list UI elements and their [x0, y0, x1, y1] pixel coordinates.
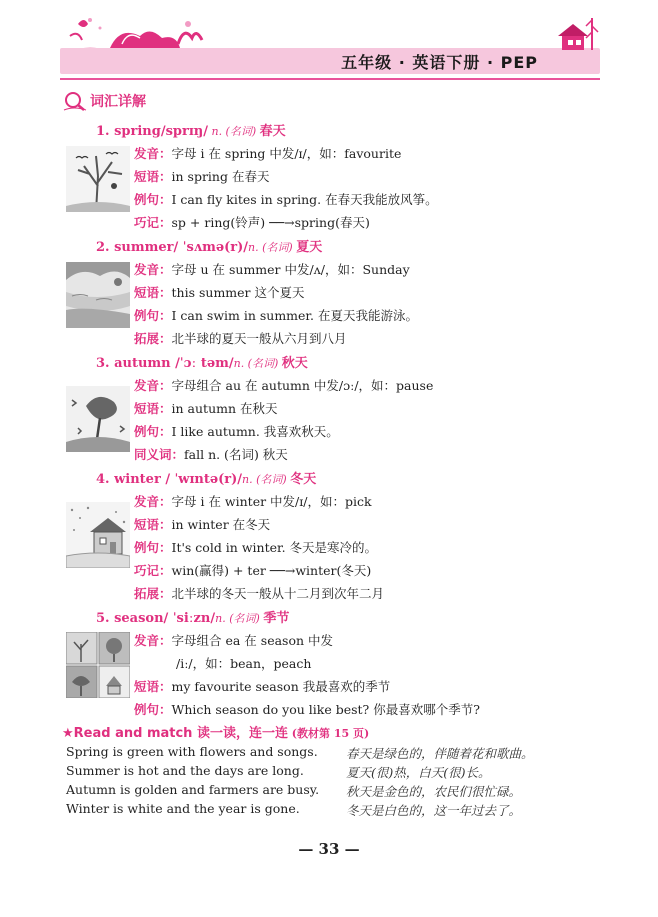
entry-meaning: 夏天 — [296, 240, 323, 255]
row-text: sp + ring(铃声) ──→spring(春天) — [171, 215, 370, 230]
row-text: I can swim in summer. 在夏天我能游泳。 — [171, 308, 418, 323]
entry-head-spring — [96, 120, 286, 139]
entry-meaning: 秋天 — [281, 356, 308, 371]
row-text: I like autumn. 我喜欢秋天。 — [171, 424, 339, 439]
entry-row — [134, 538, 377, 556]
entry-row — [134, 144, 401, 162]
entry-meaning: 冬天 — [290, 472, 317, 487]
summer-river-image — [66, 262, 130, 328]
entry-row — [134, 700, 480, 718]
spring-tree-birds-image — [66, 146, 130, 212]
entry-meaning: 春天 — [259, 124, 286, 139]
row-label: 发音： — [134, 494, 172, 509]
entry-row — [134, 445, 288, 463]
entry-row — [134, 399, 278, 417]
english-sentence: Autumn is golden and farmers are busy. — [66, 782, 320, 797]
row-text: 字母 i 在 winter 中发/ɪ/，如：pick — [171, 494, 372, 509]
row-label: 例句： — [134, 702, 172, 717]
entry-row — [134, 677, 390, 695]
row-label: 例句： — [134, 540, 172, 555]
english-sentence: Spring is green with flowers and songs. — [66, 744, 318, 759]
row-text: 字母组合 ea 在 season 中发 — [171, 633, 334, 648]
entry-row — [176, 654, 311, 672]
row-label: 巧记： — [134, 563, 172, 578]
entry-head-summer — [96, 236, 322, 255]
row-label: 发音： — [134, 378, 172, 393]
row-label: 短语： — [134, 401, 172, 416]
entry-row — [134, 492, 372, 510]
row-label: 短语： — [134, 517, 172, 532]
entry-row — [134, 515, 270, 533]
row-text: 北半球的冬天一般从十二月到次年二月 — [171, 586, 385, 601]
row-text: win(赢得) + ter ──→winter(冬天) — [171, 563, 372, 578]
row-label: 发音： — [134, 633, 172, 648]
read-match-heading: ★Read and match 读一读，连一连 — [62, 726, 288, 741]
entry-word: 4. winter / ˈwɪntə(r)/ — [96, 472, 243, 487]
entry-head-autumn — [96, 352, 308, 371]
entry-row — [134, 584, 384, 602]
section-title: 词汇详解 — [90, 94, 146, 110]
row-text: /iː/，如：bean，peach — [176, 656, 312, 671]
entry-row — [134, 167, 269, 185]
autumn-leaves-image — [66, 386, 130, 452]
entry-row — [134, 190, 438, 208]
row-label: 短语： — [134, 285, 172, 300]
english-sentence: Winter is white and the year is gone. — [66, 801, 300, 816]
row-text: Which season do you like best? 你最喜欢哪个季节? — [171, 702, 480, 717]
entry-pos: n. (名词) — [215, 612, 264, 625]
entry-row — [134, 260, 410, 278]
row-text: my favourite season 我最喜欢的季节 — [171, 679, 391, 694]
row-text: fall n. (名词) 秋天 — [184, 447, 288, 462]
row-label: 同义词： — [134, 447, 185, 462]
row-label: 巧记： — [134, 215, 172, 230]
row-label: 例句： — [134, 192, 172, 207]
four-seasons-image — [66, 632, 130, 698]
page-number: — 33 — — [298, 840, 360, 858]
row-text: in winter 在冬天 — [171, 517, 271, 532]
row-label: 拓展： — [134, 331, 172, 346]
row-label: 拓展： — [134, 586, 172, 601]
row-text: I can fly kites in spring. 在春天我能放风筝。 — [171, 192, 438, 207]
row-text: 字母组合 au 在 autumn 中发/ɔː/，如：pause — [171, 378, 434, 393]
header-rule — [60, 78, 600, 80]
row-text: 北半球的夏天一般从六月到八月 — [171, 331, 347, 346]
read-match-title — [62, 722, 369, 741]
row-text: in spring 在春天 — [171, 169, 270, 184]
entry-pos: n. (名词) — [248, 241, 297, 254]
entry-pos: n. (名词) — [242, 473, 291, 486]
entry-head-season — [96, 607, 289, 626]
header-decoration-right — [540, 14, 600, 76]
entry-word: 3. autumn /ˈɔː təm/ — [96, 356, 234, 371]
row-label: 例句： — [134, 424, 172, 439]
entry-word: 1. spring/sprɪŋ/ — [96, 124, 208, 139]
entry-row — [134, 422, 339, 440]
entry-row — [134, 213, 370, 231]
row-text: this summer 这个夏天 — [171, 285, 305, 300]
row-label: 例句： — [134, 308, 172, 323]
english-sentence: Summer is hot and the days are long. — [66, 763, 304, 778]
row-text: in autumn 在秋天 — [171, 401, 278, 416]
header-title: 五年级 · 英语下册 · PEP — [341, 53, 538, 72]
row-label: 发音： — [134, 146, 172, 161]
entry-row — [134, 561, 371, 579]
entry-word: 2. summer/ ˈsʌmə(r)/ — [96, 240, 249, 255]
page-header — [60, 14, 600, 80]
entry-row — [134, 376, 433, 394]
row-text: 字母 i 在 spring 中发/ɪ/，如：favourite — [171, 146, 402, 161]
entry-meaning: 季节 — [263, 611, 290, 626]
row-text: It's cold in winter. 冬天是寒冷的。 — [171, 540, 378, 555]
row-text: 字母 u 在 summer 中发/ʌ/，如：Sunday — [171, 262, 410, 277]
chinese-sentence: 秋天是金色的，农民们很忙碌。 — [346, 784, 522, 799]
textbook-reference: (教材第 15 页) — [287, 727, 370, 740]
entry-row — [134, 306, 418, 324]
row-label: 短语： — [134, 679, 172, 694]
entry-word: 5. season/ ˈsiːzn/ — [96, 611, 216, 626]
winter-house-image — [66, 502, 130, 568]
row-label: 短语： — [134, 169, 172, 184]
entry-row — [134, 283, 305, 301]
chinese-sentence: 春天是绿色的，伴随着花和歌曲。 — [346, 746, 534, 761]
entry-row — [134, 329, 347, 347]
chinese-sentence: 冬天是白色的，这一年过去了。 — [346, 803, 522, 818]
magnifier-icon — [62, 90, 88, 112]
entry-row — [134, 631, 333, 649]
entry-pos: n. (名词) — [207, 125, 260, 138]
row-label: 发音： — [134, 262, 172, 277]
section-heading — [62, 90, 146, 112]
entry-head-winter — [96, 468, 316, 487]
chinese-sentence: 夏天(很)热，白天(很)长。 — [346, 765, 491, 780]
entry-pos: n. (名词) — [233, 357, 282, 370]
